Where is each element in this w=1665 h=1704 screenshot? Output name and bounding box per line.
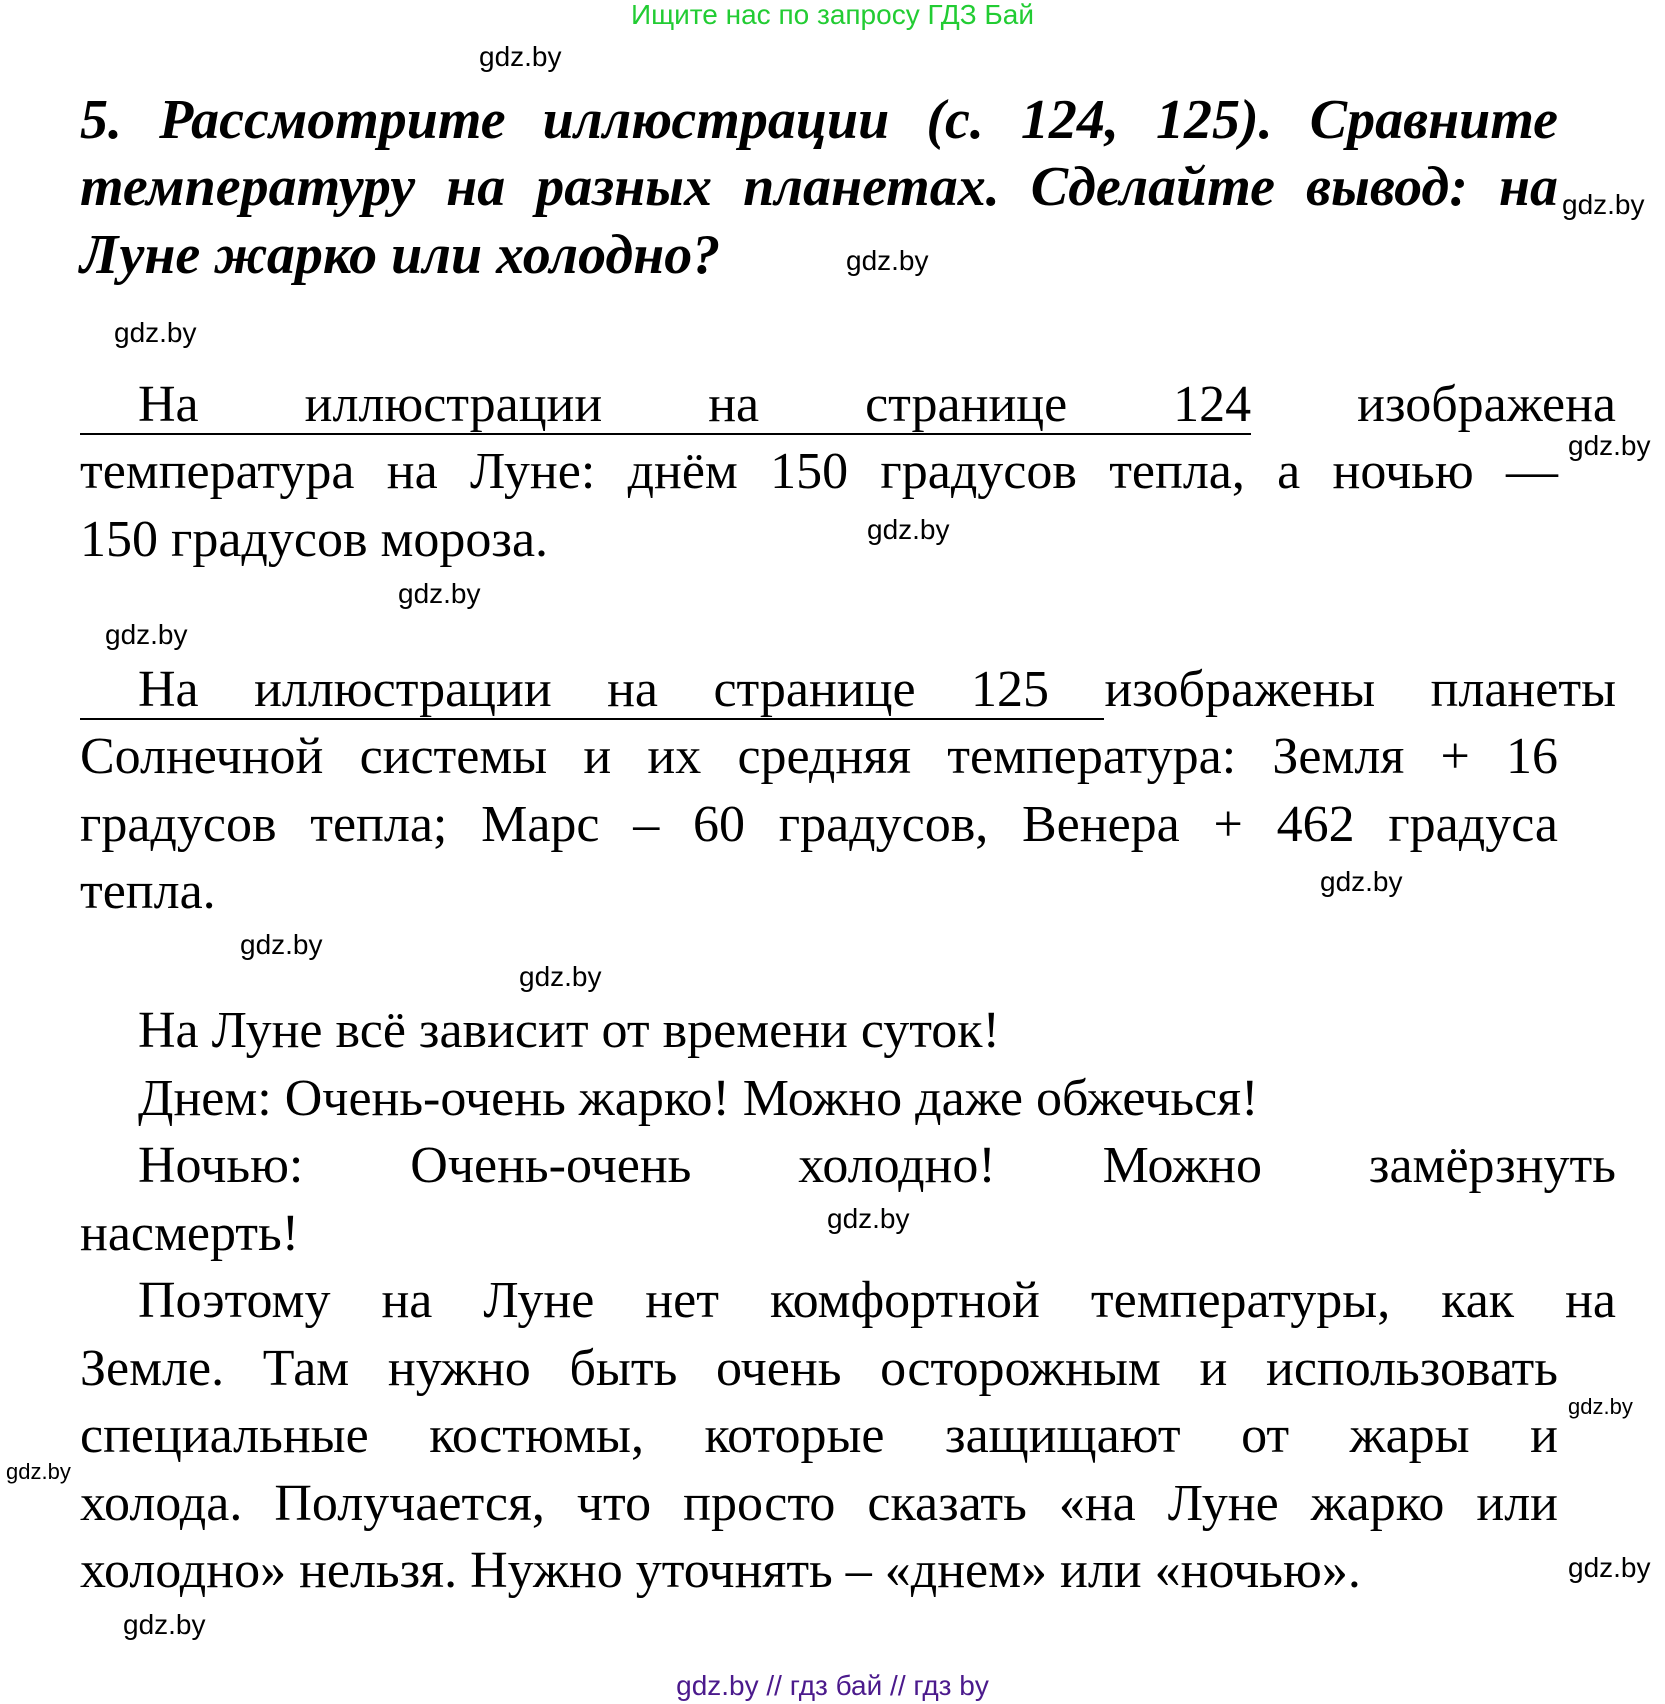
answer-text: Земле. Там нужно быть очень осторожным и использовать <box>80 1340 1558 1397</box>
answer-line <box>80 1335 1558 1403</box>
answer-text: изображена <box>1251 376 1616 433</box>
answer-text: Ночью: Очень-очень холодно! Можно замёрзнуть <box>138 1137 1616 1194</box>
underlined-reference: На иллюстрации на странице 124 <box>80 376 1251 435</box>
watermark: gdz.by <box>105 619 188 650</box>
answer-text: градусов тепла; Марс – 60 градусов, Венера + 462 градуса <box>80 796 1558 853</box>
answer-line <box>80 506 548 574</box>
watermark: gdz.by <box>114 317 197 348</box>
watermark: gdz.by <box>1562 189 1645 220</box>
promo-banner[interactable]: Ищите нас по запросу ГДЗ Бай <box>630 0 1035 30</box>
answer-line <box>80 656 1616 724</box>
watermark: gdz.by <box>123 1609 206 1640</box>
answer-text: тепла. <box>80 863 216 920</box>
watermark: gdz.by <box>6 1459 71 1484</box>
watermark: gdz.by <box>519 961 602 992</box>
answer-line <box>80 438 1558 506</box>
watermark: gdz.by <box>867 514 950 545</box>
answer-text: Поэтому на Луне нет комфортной температуры, как на <box>138 1272 1616 1329</box>
footer-links[interactable]: gdz.by // гдз бай // гдз by <box>676 1670 989 1701</box>
answer-text: 150 градусов мороза. <box>80 511 549 568</box>
answer-line <box>80 1470 1558 1538</box>
answer-line <box>80 1200 299 1268</box>
answer-line <box>80 1267 1616 1335</box>
answer-text: Днем: Очень-очень жарко! Можно даже обжечься! <box>138 1070 1259 1127</box>
answer-line <box>80 858 216 926</box>
answer-line <box>80 371 1616 439</box>
answer-text: насмерть! <box>80 1205 300 1262</box>
answer-line <box>80 1402 1558 1470</box>
watermark: gdz.by <box>1568 1394 1633 1419</box>
answer-text: изображены планеты <box>1104 661 1616 718</box>
watermark: gdz.by <box>846 245 929 276</box>
watermark: gdz.by <box>1568 430 1651 461</box>
underlined-reference: На иллюстрации на странице 125 <box>80 661 1104 720</box>
task-title-line: 5. Рассмотрите иллюстрации (с. 124, 125). Сравните <box>80 89 1558 151</box>
answer-text: холодно» нельзя. Нужно уточнять – «днем» или «ночью». <box>80 1542 1361 1599</box>
answer-line <box>80 997 1000 1065</box>
watermark: gdz.by <box>479 41 562 72</box>
answer-line <box>80 1537 1361 1605</box>
watermark: gdz.by <box>827 1203 910 1234</box>
watermark: gdz.by <box>398 578 481 609</box>
answer-line <box>80 791 1558 859</box>
task-title-line: Луне жарко или холодно? <box>80 224 721 286</box>
answer-text: специальные костюмы, которые защищают от жары и <box>80 1407 1558 1464</box>
answer-line <box>80 1132 1616 1200</box>
watermark: gdz.by <box>1320 866 1403 897</box>
answer-text: холода. Получается, что просто сказать «на Луне жарко или <box>80 1475 1558 1532</box>
answer-line <box>80 1065 1258 1133</box>
answer-text: На Луне всё зависит от времени суток! <box>138 1002 1000 1059</box>
answer-text: Солнечной системы и их средняя температура: Земля + 16 <box>80 728 1558 785</box>
watermark: gdz.by <box>1568 1552 1651 1583</box>
watermark: gdz.by <box>240 929 323 960</box>
answer-line <box>80 723 1558 791</box>
task-title-line: температуру на разных планетах. Сделайте вывод: на <box>80 156 1558 218</box>
answer-text: температура на Луне: днём 150 градусов тепла, а ночью — <box>80 443 1558 500</box>
